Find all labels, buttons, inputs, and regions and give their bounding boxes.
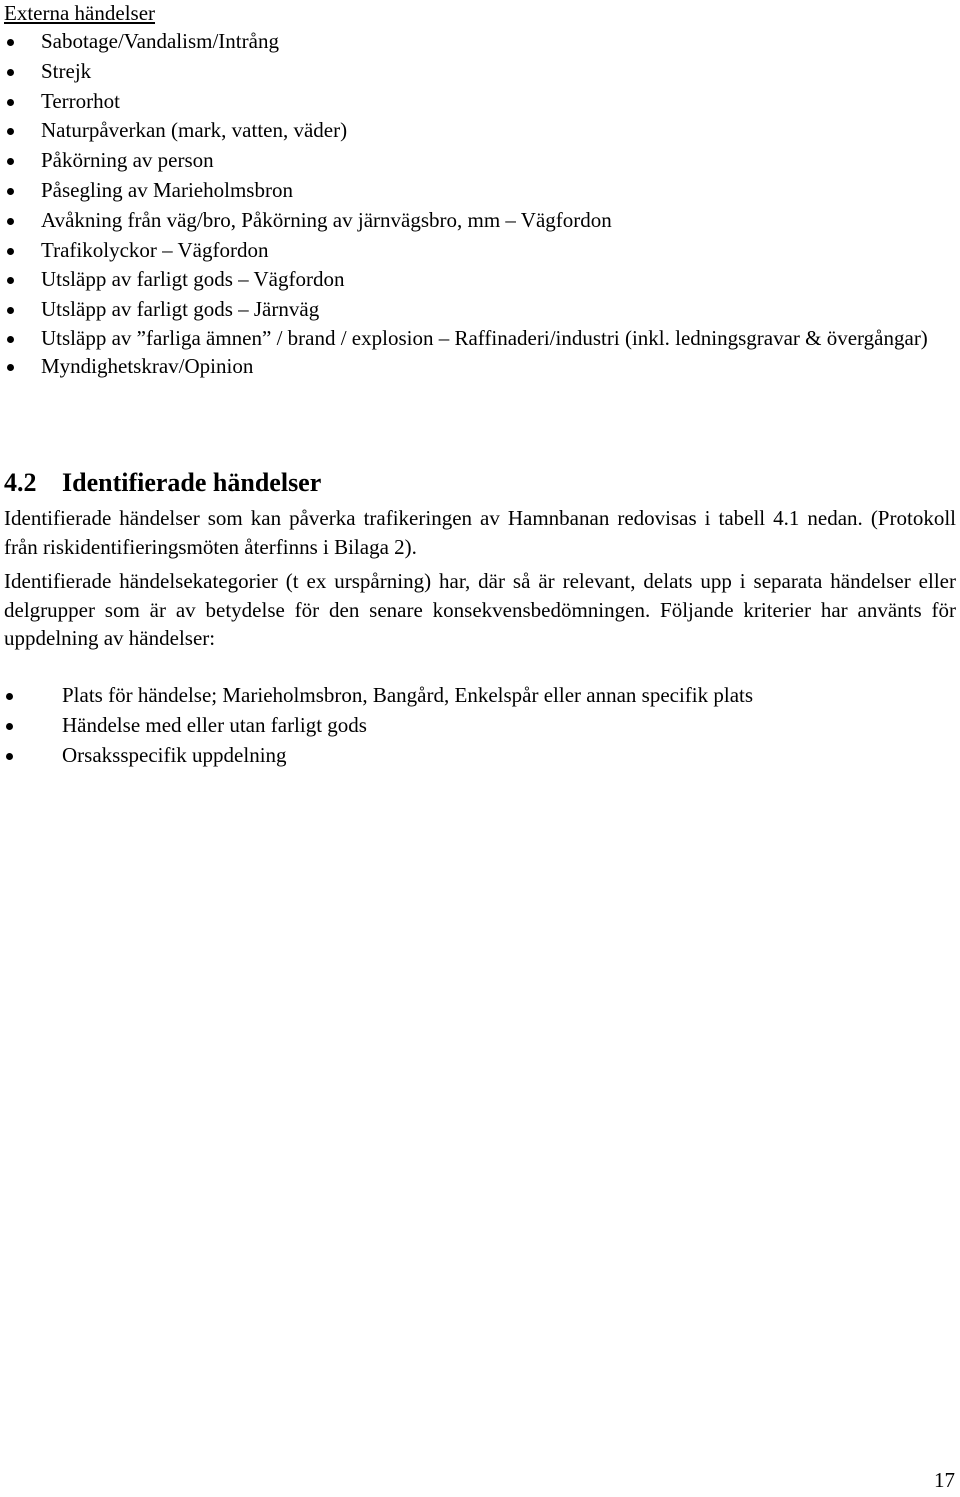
list-item: Naturpåverkan (mark, vatten, väder) (41, 116, 956, 146)
bullet-icon (7, 364, 14, 371)
external-events-list (41, 27, 956, 382)
bullet-icon (7, 218, 14, 225)
list-item: Trafikolyckor – Vägfordon (41, 236, 956, 266)
list-item: Utsläpp av farligt gods – Vägfordon (41, 265, 956, 295)
bullet-icon (7, 188, 14, 195)
list-item: Avåkning från väg/bro, Påkörning av järnvägsbro, mm – Vägfordon (41, 206, 956, 236)
bullet-icon (7, 277, 14, 284)
list-item: Påkörning av person (41, 146, 956, 176)
list-item: Sabotage/Vandalism/Intrång (41, 27, 956, 57)
list-item: Händelse med eller utan farligt gods (62, 711, 952, 741)
section-heading (4, 466, 321, 500)
list-item: Strejk (41, 57, 956, 87)
bullet-icon (7, 69, 14, 76)
list-item: Utsläpp av farligt gods – Järnväg (41, 295, 956, 325)
page-number: 17 (934, 1468, 955, 1492)
list-item: Plats för händelse; Marieholmsbron, Bangård, Enkelspår eller annan specifik plats (62, 681, 952, 711)
bullet-icon (7, 248, 14, 255)
criteria-list (62, 681, 952, 770)
bullet-icon (7, 128, 14, 135)
bullet-icon (7, 99, 14, 106)
bullet-icon (6, 693, 13, 700)
paragraph-identified-events: Identifierade händelser som kan påverka trafikeringen av Hamnbanan redovisas i tabell 4.1 nedan. (Protokoll från riskidentifieringsmöten återfinns i Bilaga 2). (4, 506, 956, 559)
bullet-icon (6, 723, 13, 730)
bullet-icon (7, 336, 14, 343)
bullet-icon (7, 158, 14, 165)
list-item: Orsaksspecifik uppdelning (62, 741, 952, 771)
list-item: Myndighetskrav/Opinion (41, 352, 956, 382)
section-title: Identifierade händelser (62, 468, 322, 497)
list-item: Utsläpp av ”farliga ämnen” / brand / explosion – Raffinaderi/industri (inkl. ledningsgravar & övergångar) (41, 325, 956, 352)
external-events-heading: Externa händelser (4, 1, 156, 25)
paragraph-event-categories: Identifierade händelsekategorier (t ex urspårning) har, där så är relevant, delats upp i separata händelser eller delgrupper som är av betydelse för den senare konsekvensbedömningen. Följande kriterier har använts för uppdelning av händelser: (4, 569, 956, 650)
bullet-icon (7, 39, 14, 46)
section-number: 4.2 (4, 468, 37, 497)
list-item: Påsegling av Marieholmsbron (41, 176, 956, 206)
list-item: Terrorhot (41, 87, 956, 117)
bullet-icon (6, 753, 13, 760)
bullet-icon (7, 307, 14, 314)
